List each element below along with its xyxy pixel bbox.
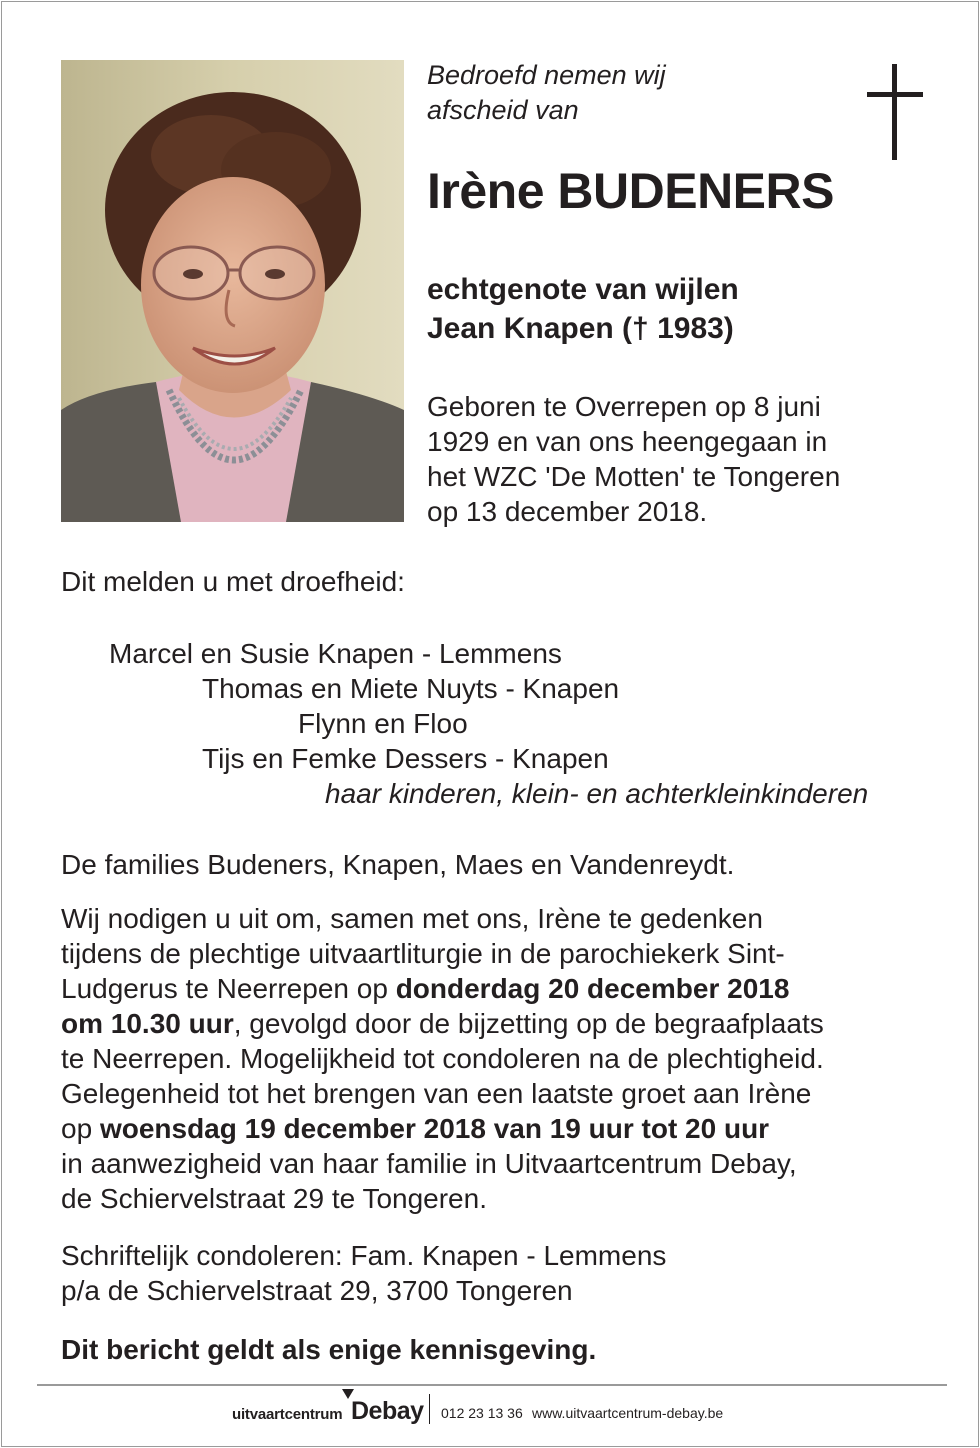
funeral-time: om 10.30 uur [61, 1008, 234, 1039]
invite-line: de Schiervelstraat 29 te Tongeren. [61, 1183, 487, 1214]
born-line: 1929 en van ons heengegaan in [427, 426, 828, 457]
footer-separator [429, 1394, 430, 1424]
footer [232, 1390, 792, 1430]
funeral-invitation [61, 901, 941, 1216]
family-member-line: Flynn en Floo [298, 708, 468, 739]
invite-line: Ludgerus te Neerrepen op [61, 973, 396, 1004]
invite-line: Gelegenheid tot het brengen van een laatste groet aan Irène [61, 1078, 812, 1109]
phone-number: 012 23 13 36 [441, 1405, 523, 1421]
intro-text [427, 58, 867, 128]
website-link[interactable]: www.uitvaartcentrum-debay.be [532, 1405, 724, 1421]
intro-line: afscheid van [427, 95, 579, 125]
portrait-photo [61, 60, 404, 522]
brand-label: Debay [351, 1397, 424, 1425]
cross-icon [864, 64, 926, 162]
deceased-name: Irène BUDENERS [427, 163, 834, 219]
spouse-line: Jean Knapen († 1983) [427, 312, 734, 345]
condolence-address [61, 1238, 666, 1308]
visitation-time: woensdag 19 december 2018 van 19 uur tot 20 uur [99, 1113, 770, 1144]
final-notice: Dit bericht geldt als enige kennisgeving. [61, 1334, 597, 1365]
born-line: op 13 december 2018. [427, 496, 708, 527]
invite-line: tijdens de plechtige uitvaartliturgie in de parochiekerk Sint- [61, 938, 785, 969]
invite-line: in aanwezigheid van haar familie in Uitvaartcentrum Debay, [61, 1148, 797, 1179]
invite-line: , gevolgd door de bijzetting op de begraafplaats [233, 1008, 824, 1039]
invite-line: te Neerrepen. Mogelijkheid tot condoleren na de plechtigheid. [61, 1043, 824, 1074]
condole-line: p/a de Schiervelstraat 29, 3700 Tongeren [61, 1275, 573, 1306]
condole-line: Schriftelijk condoleren: Fam. Knapen - Lemmens [61, 1240, 667, 1271]
funeral-date: donderdag 20 december 2018 [395, 973, 790, 1004]
born-line: het WZC 'De Motten' te Tongeren [427, 461, 841, 492]
family-member-line: Tijs en Femke Dessers - Knapen [202, 743, 609, 774]
family-member-line: Marcel en Susie Knapen - Lemmens [109, 638, 562, 669]
death-notice-card [1, 1, 979, 1447]
spouse-line: echtgenote van wijlen [427, 273, 739, 306]
family-relation-line: haar kinderen, klein- en achterkleinkinderen [325, 778, 869, 809]
invite-line: op [61, 1113, 100, 1144]
born-line: Geboren te Overrepen op 8 juni [427, 391, 821, 422]
invite-line: Wij nodigen u uit om, samen met ons, Irène te gedenken [61, 903, 763, 934]
family-member-line: Thomas en Miete Nuyts - Knapen [202, 673, 620, 704]
intro-line: Bedroefd nemen wij [427, 60, 666, 90]
families-text: De families Budeners, Knapen, Maes en Vandenreydt. [61, 849, 735, 880]
brand-label-small: uitvaartcentrum [232, 1406, 343, 1423]
announce-text: Dit melden u met droefheid: [61, 566, 405, 597]
footer-divider [37, 1384, 947, 1386]
spouse-text [427, 270, 739, 348]
birth-death-text [427, 389, 897, 529]
